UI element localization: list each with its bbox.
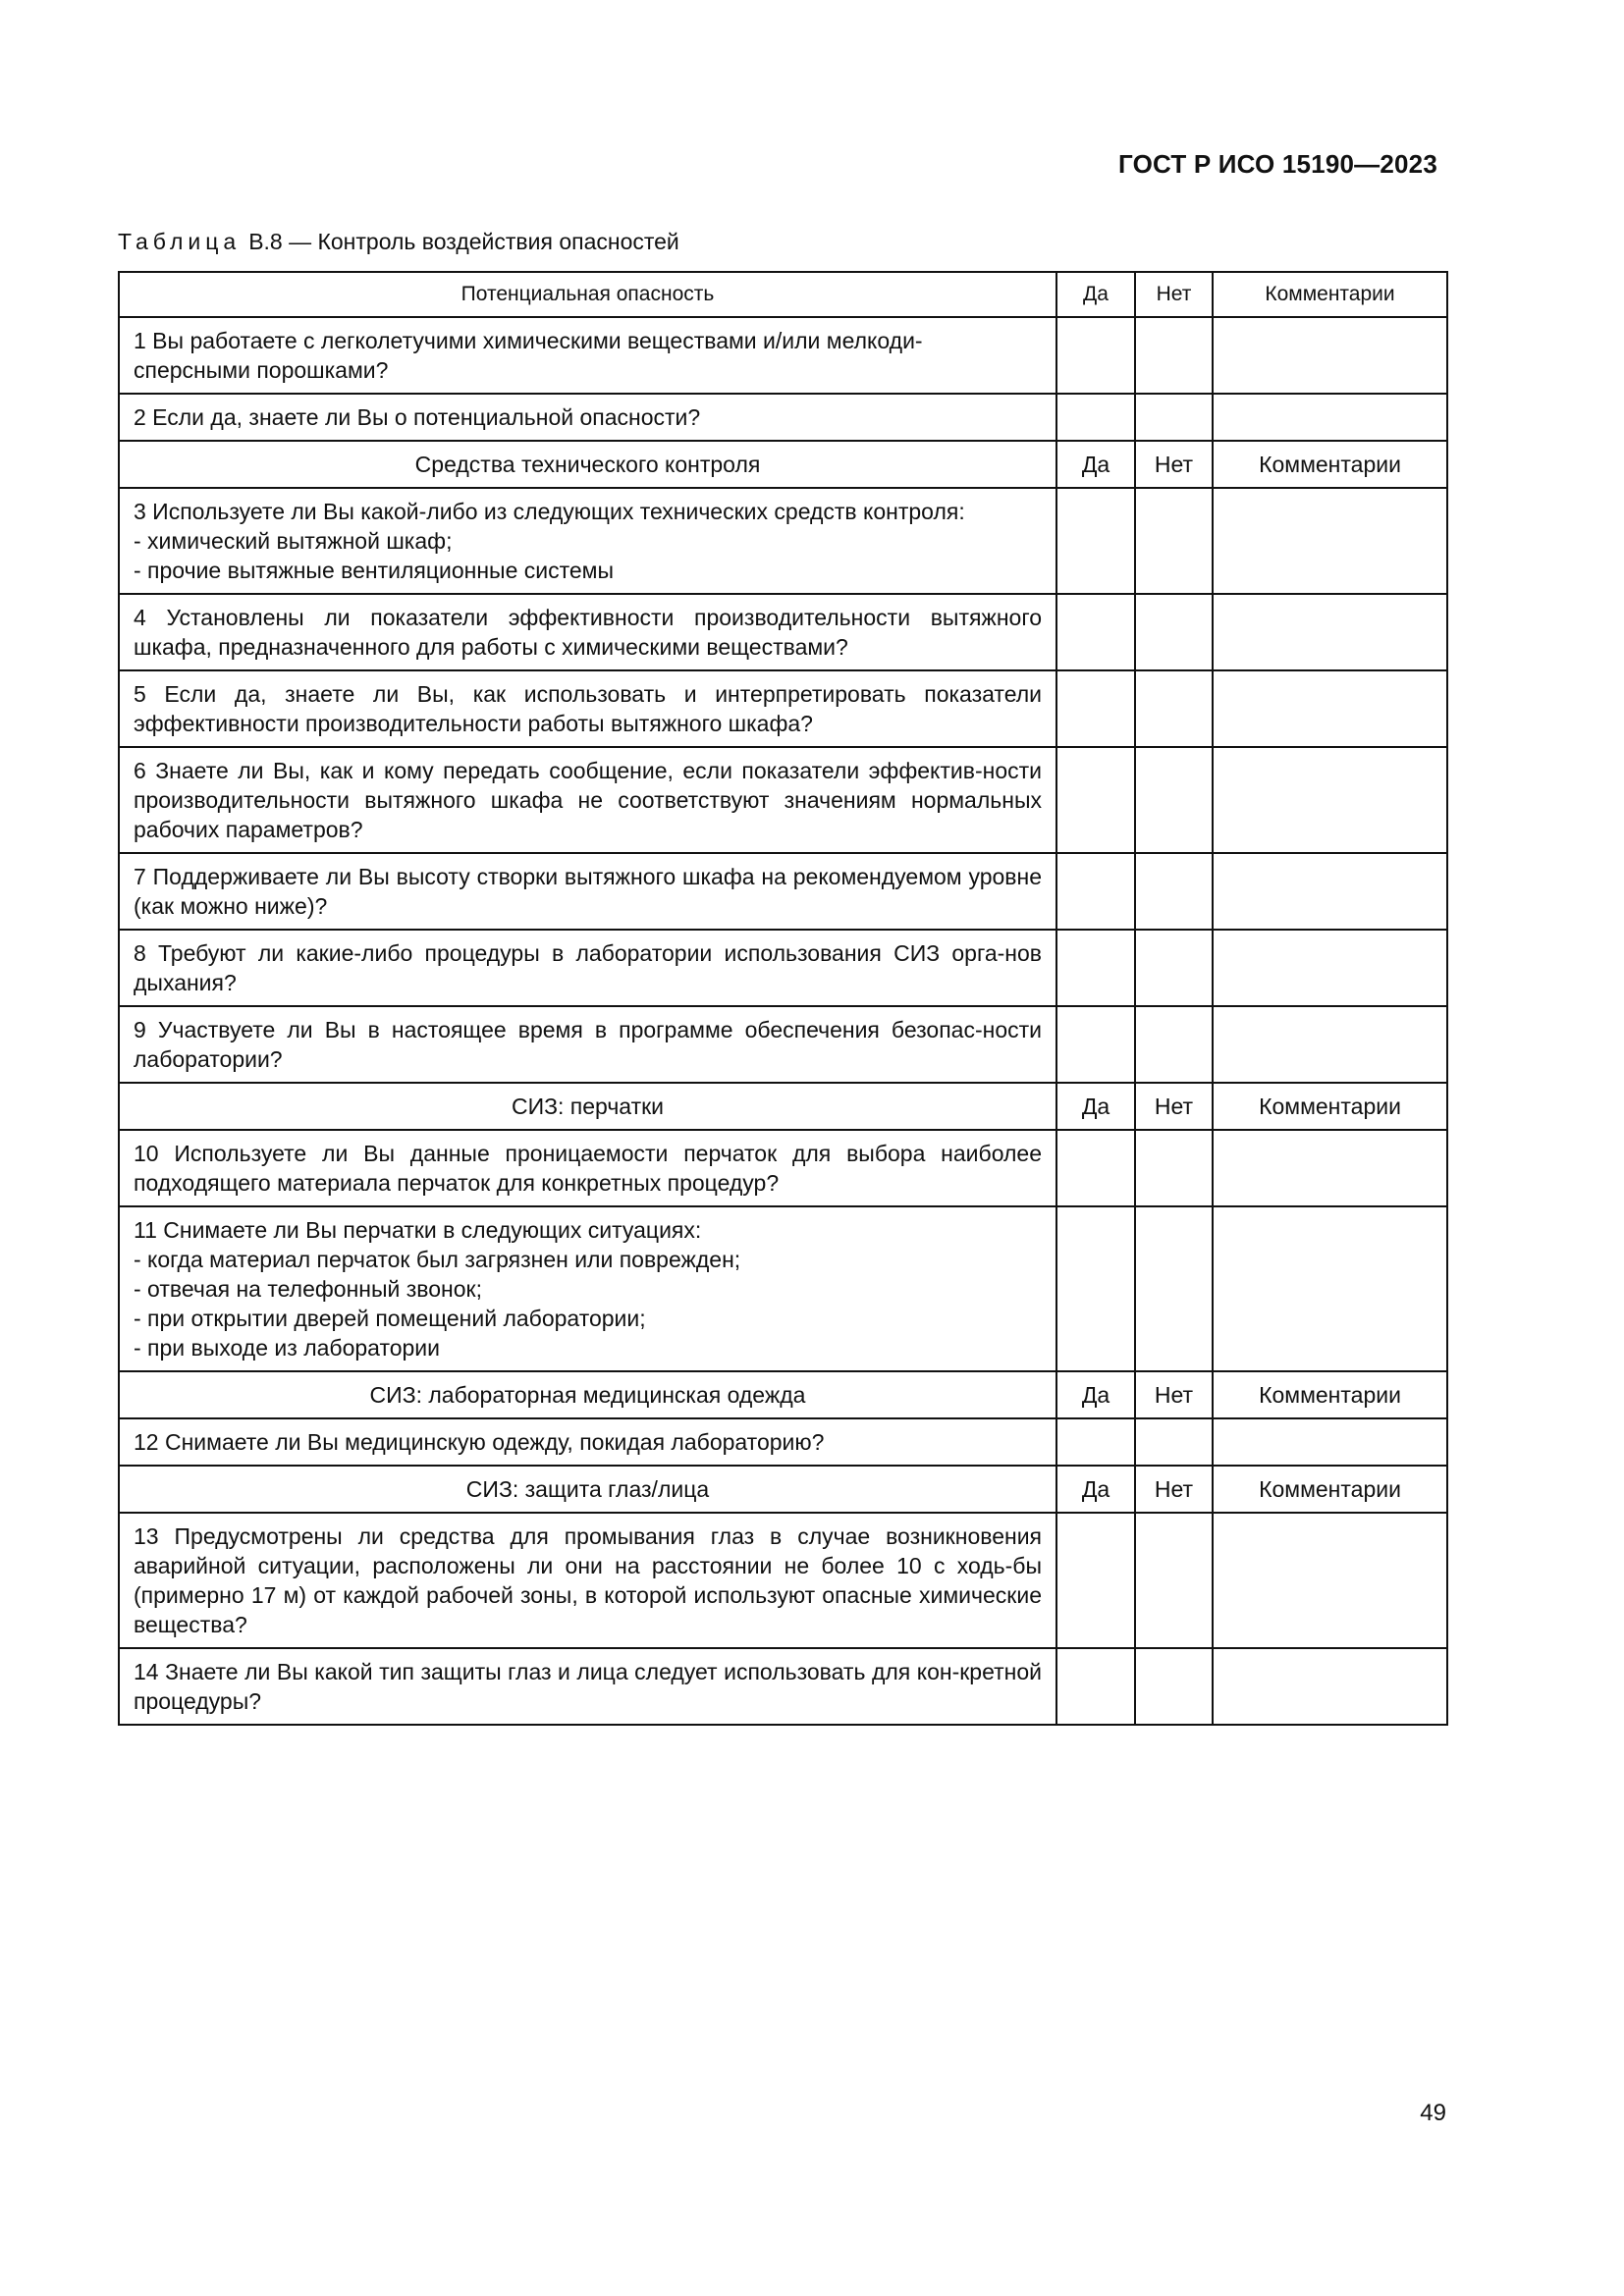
answer-no-cell[interactable]: [1135, 394, 1213, 441]
question-row: [119, 317, 1447, 394]
question-text: 5 Если да, знаете ли Вы, как использовать и интерпретировать показатели эффективности производительности работы вытяжного шкафа?: [119, 670, 1056, 747]
answer-no-cell[interactable]: [1135, 488, 1213, 594]
answer-no-cell[interactable]: [1135, 670, 1213, 747]
table-caption: [118, 229, 679, 255]
column-header-yes: Да: [1056, 272, 1135, 317]
answer-no-cell[interactable]: [1135, 853, 1213, 930]
comment-cell[interactable]: [1213, 594, 1447, 670]
question-text: 4 Установлены ли показатели эффективности производительности вытяжного шкафа, предназначенного для работы с химическими веществами?: [119, 594, 1056, 670]
question-row: [119, 488, 1447, 594]
question-row: [119, 594, 1447, 670]
answer-yes-cell[interactable]: [1056, 1513, 1135, 1648]
question-row: [119, 1006, 1447, 1083]
answer-yes-cell[interactable]: [1056, 930, 1135, 1006]
section-comments-label: Комментарии: [1213, 441, 1447, 488]
comment-cell[interactable]: [1213, 930, 1447, 1006]
answer-yes-cell[interactable]: [1056, 670, 1135, 747]
section-title: СИЗ: защита глаз/лица: [119, 1466, 1056, 1513]
comment-cell[interactable]: [1213, 853, 1447, 930]
question-text: 6 Знаете ли Вы, как и кому передать сообщение, если показатели эффектив-ности производительности вытяжного шкафа не соответствуют значениям нормальных рабочих параметров?: [119, 747, 1056, 853]
comment-cell[interactable]: [1213, 1418, 1447, 1466]
column-header-row: [119, 272, 1447, 317]
section-comments-label: Комментарии: [1213, 1466, 1447, 1513]
answer-no-cell[interactable]: [1135, 1513, 1213, 1648]
comment-cell[interactable]: [1213, 1648, 1447, 1725]
section-no-label: Нет: [1135, 441, 1213, 488]
answer-no-cell[interactable]: [1135, 930, 1213, 1006]
answer-yes-cell[interactable]: [1056, 594, 1135, 670]
answer-yes-cell[interactable]: [1056, 853, 1135, 930]
answer-no-cell[interactable]: [1135, 1648, 1213, 1725]
answer-yes-cell[interactable]: [1056, 1206, 1135, 1371]
hazard-control-table: [118, 271, 1448, 1726]
section-yes-label: Да: [1056, 1083, 1135, 1130]
table-body: [119, 272, 1447, 1725]
question-text: 7 Поддерживаете ли Вы высоту створки вытяжного шкафа на рекомендуемом уровне (как можно ниже)?: [119, 853, 1056, 930]
section-header-row: [119, 1371, 1447, 1418]
answer-no-cell[interactable]: [1135, 1130, 1213, 1206]
answer-no-cell[interactable]: [1135, 1006, 1213, 1083]
question-text: 9 Участвуете ли Вы в настоящее время в программе обеспечения безопас-ности лаборатории?: [119, 1006, 1056, 1083]
table-caption-text: В.8 — Контроль воздействия опасностей: [248, 229, 679, 254]
section-header-row: [119, 1083, 1447, 1130]
document-code: ГОСТ Р ИСО 15190—2023: [1117, 149, 1437, 179]
answer-yes-cell[interactable]: [1056, 1130, 1135, 1206]
question-row: [119, 394, 1447, 441]
section-yes-label: Да: [1056, 1466, 1135, 1513]
comment-cell[interactable]: [1213, 1206, 1447, 1371]
comment-cell[interactable]: [1213, 1130, 1447, 1206]
comment-cell[interactable]: [1213, 394, 1447, 441]
question-row: [119, 1648, 1447, 1725]
section-comments-label: Комментарии: [1213, 1371, 1447, 1418]
section-no-label: Нет: [1135, 1371, 1213, 1418]
question-row: [119, 1418, 1447, 1466]
answer-no-cell[interactable]: [1135, 594, 1213, 670]
question-row: [119, 747, 1447, 853]
question-text: 3 Используете ли Вы какой-либо из следующих технических средств контроля: - химический вытяжной шкаф; - прочие вытяжные вентиляционные системы: [119, 488, 1056, 594]
question-text: 13 Предусмотрены ли средства для промывания глаз в случае возникновения аварийной ситуации, расположены ли они на расстоянии не более 10 с ходь-бы (примерно 17 м) от каждой рабочей зоны, в которой используют опасные химические вещества?: [119, 1513, 1056, 1648]
comment-cell[interactable]: [1213, 670, 1447, 747]
question-row: [119, 930, 1447, 1006]
question-text: 1 Вы работаете с легколетучими химическими веществами и/или мелкоди- сперсными порошками?: [119, 317, 1056, 394]
comment-cell[interactable]: [1213, 488, 1447, 594]
column-header-hazard: Потенциальная опасность: [119, 272, 1056, 317]
section-no-label: Нет: [1135, 1466, 1213, 1513]
comment-cell[interactable]: [1213, 317, 1447, 394]
answer-yes-cell[interactable]: [1056, 394, 1135, 441]
comment-cell[interactable]: [1213, 1006, 1447, 1083]
section-title: СИЗ: перчатки: [119, 1083, 1056, 1130]
section-yes-label: Да: [1056, 1371, 1135, 1418]
section-title: Средства технического контроля: [119, 441, 1056, 488]
answer-no-cell[interactable]: [1135, 317, 1213, 394]
answer-yes-cell[interactable]: [1056, 747, 1135, 853]
answer-yes-cell[interactable]: [1056, 317, 1135, 394]
section-header-row: [119, 1466, 1447, 1513]
question-row: [119, 1513, 1447, 1648]
question-row: [119, 670, 1447, 747]
page-number: 49: [1420, 2100, 1446, 2126]
question-text: 8 Требуют ли какие-либо процедуры в лаборатории использования СИЗ орга-нов дыхания?: [119, 930, 1056, 1006]
section-comments-label: Комментарии: [1213, 1083, 1447, 1130]
answer-no-cell[interactable]: [1135, 1206, 1213, 1371]
question-text: 14 Знаете ли Вы какой тип защиты глаз и лица следует использовать для кон-кретной процедуры?: [119, 1648, 1056, 1725]
question-text: 11 Снимаете ли Вы перчатки в следующих ситуациях: - когда материал перчаток был загрязнен или поврежден; - отвечая на телефонный звонок; - при открытии дверей помещений лаборатории; - при выходе из лаборатории: [119, 1206, 1056, 1371]
answer-yes-cell[interactable]: [1056, 1648, 1135, 1725]
question-row: [119, 1206, 1447, 1371]
question-text: 2 Если да, знаете ли Вы о потенциальной опасности?: [119, 394, 1056, 441]
answer-yes-cell[interactable]: [1056, 1418, 1135, 1466]
question-row: [119, 1130, 1447, 1206]
answer-no-cell[interactable]: [1135, 747, 1213, 853]
answer-no-cell[interactable]: [1135, 1418, 1213, 1466]
comment-cell[interactable]: [1213, 747, 1447, 853]
section-title: СИЗ: лабораторная медицинская одежда: [119, 1371, 1056, 1418]
question-text: 10 Используете ли Вы данные проницаемости перчаток для выбора наиболее подходящего материала перчаток для конкретных процедур?: [119, 1130, 1056, 1206]
question-row: [119, 853, 1447, 930]
question-text: 12 Снимаете ли Вы медицинскую одежду, покидая лабораторию?: [119, 1418, 1056, 1466]
answer-yes-cell[interactable]: [1056, 488, 1135, 594]
column-header-no: Нет: [1135, 272, 1213, 317]
comment-cell[interactable]: [1213, 1513, 1447, 1648]
answer-yes-cell[interactable]: [1056, 1006, 1135, 1083]
column-header-comments: Комментарии: [1213, 272, 1447, 317]
section-header-row: [119, 441, 1447, 488]
section-yes-label: Да: [1056, 441, 1135, 488]
table-caption-prefix: Таблица: [118, 229, 242, 254]
section-no-label: Нет: [1135, 1083, 1213, 1130]
